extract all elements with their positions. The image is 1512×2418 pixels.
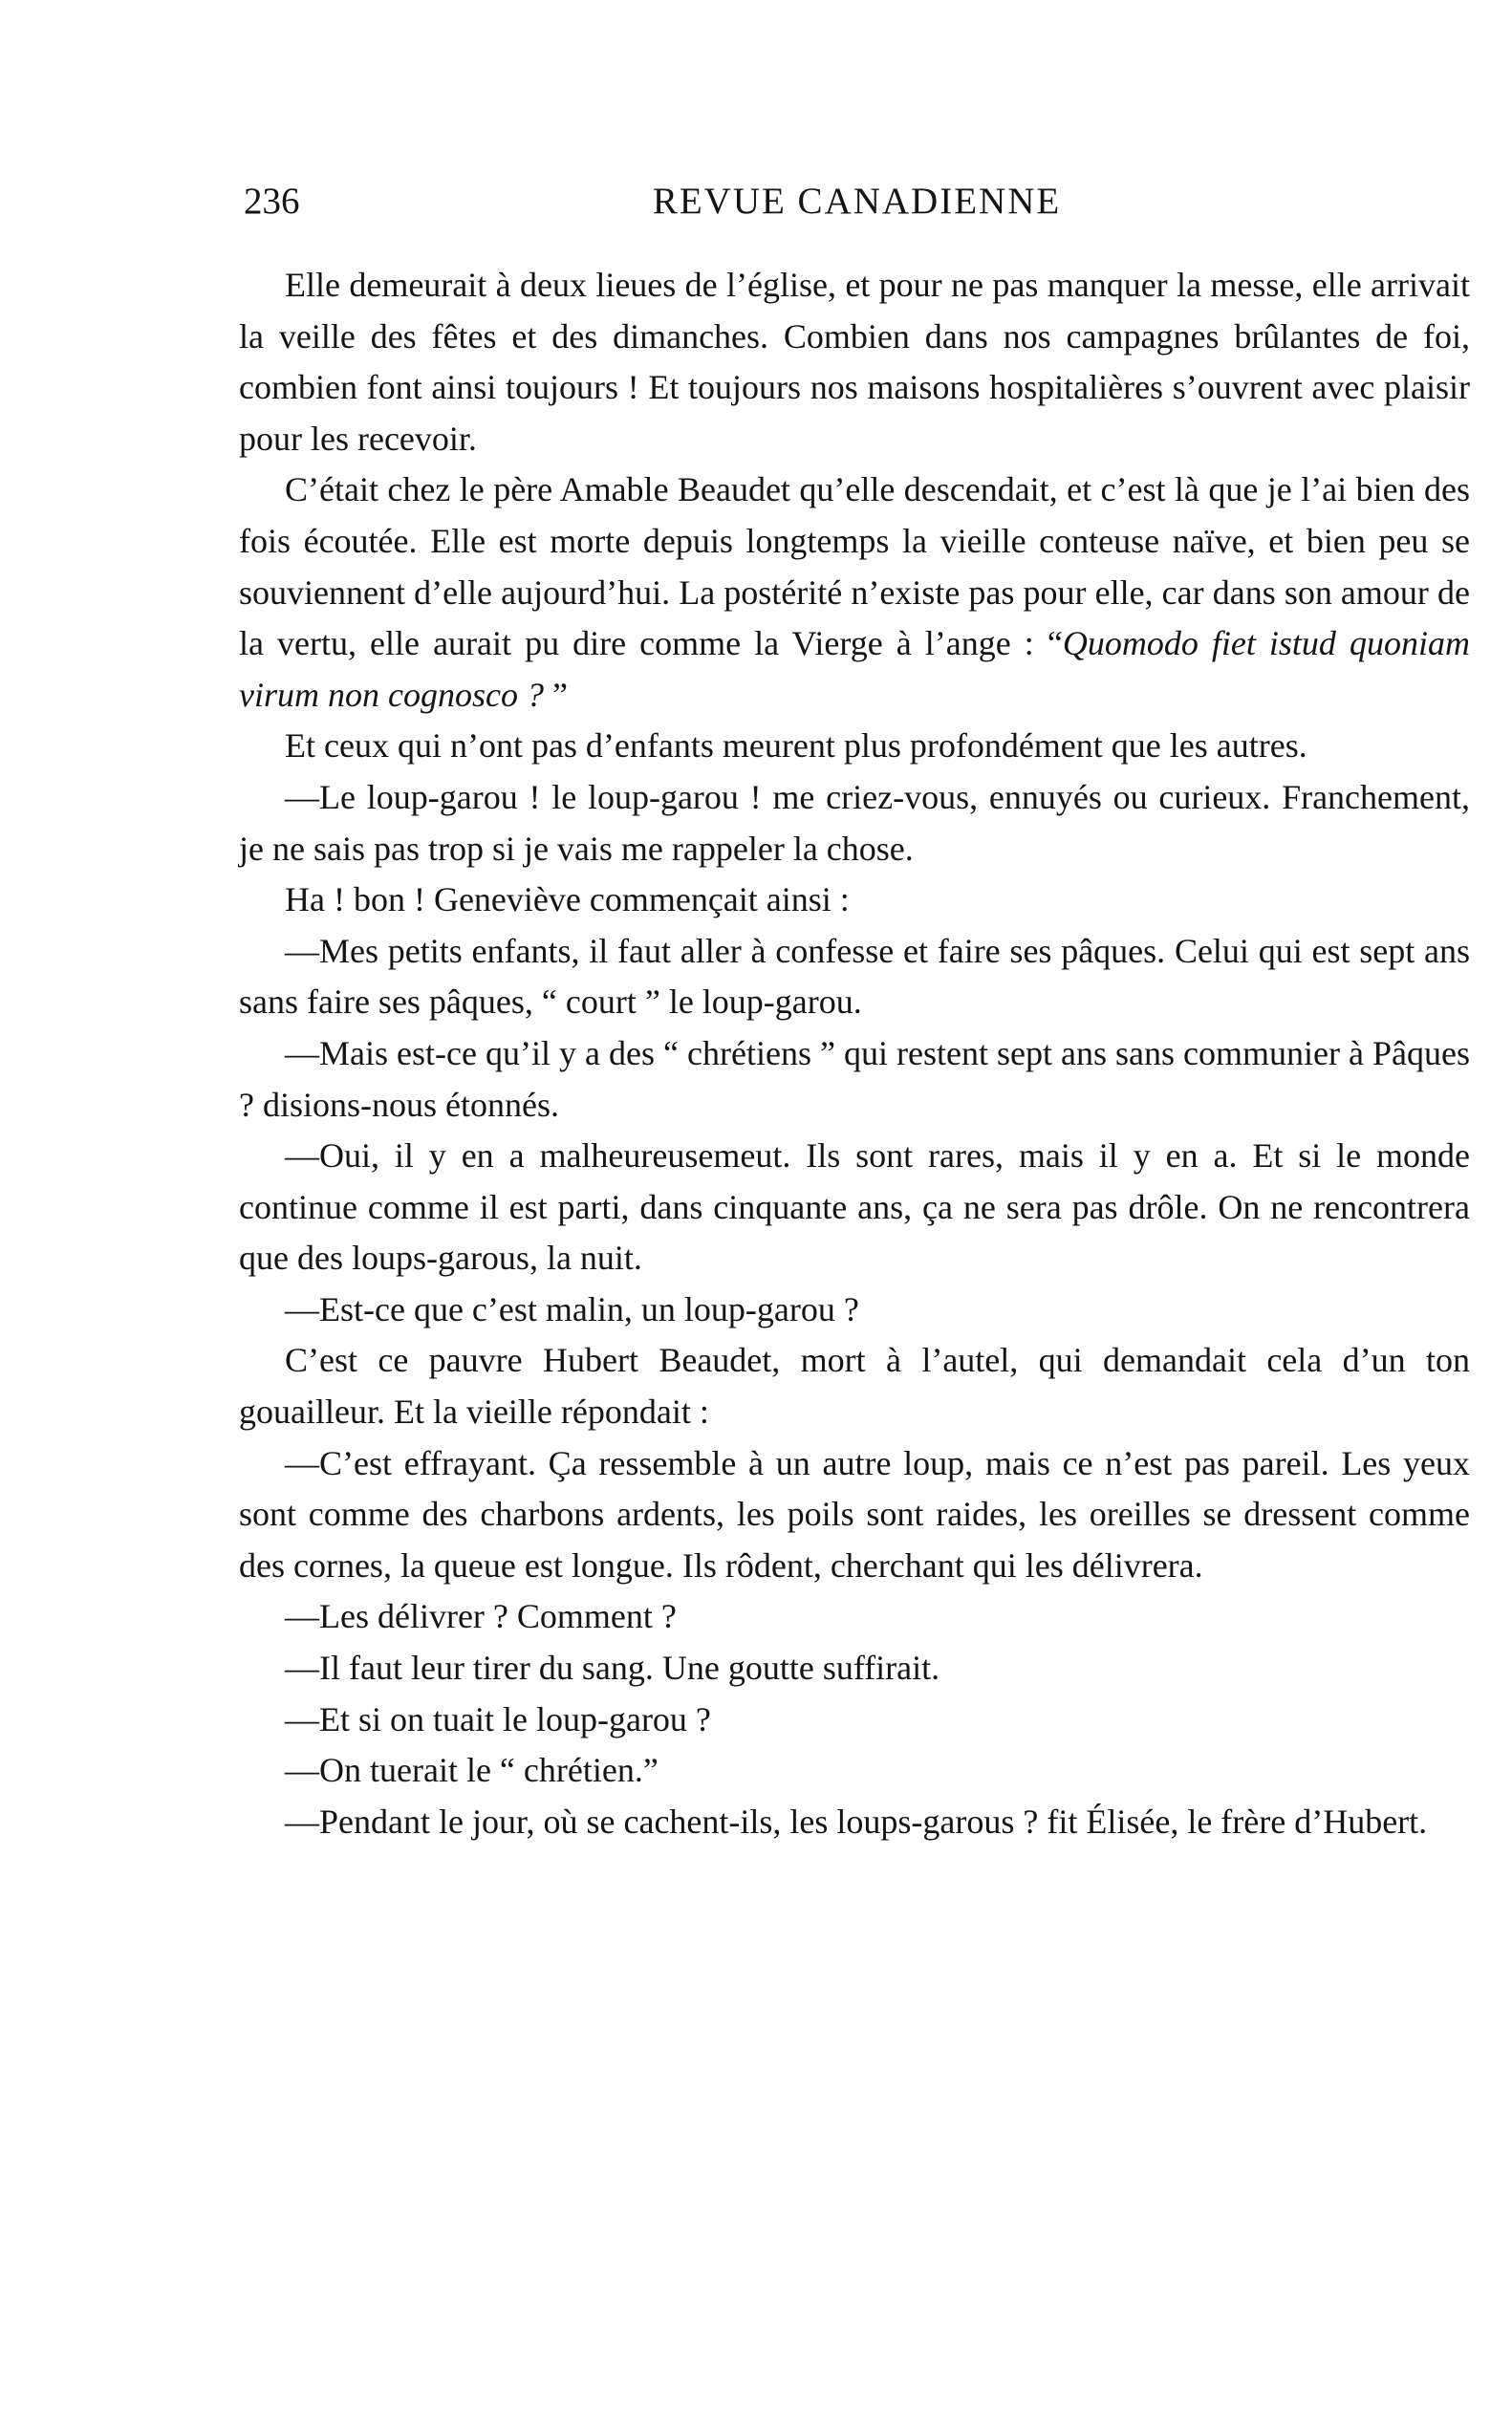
paragraph: —Mes petits enfants, il faut aller à confesse et faire ses pâques. Celui qui est sept ans sans faire ses pâques, “ court ” le loup-garou. (239, 931, 1470, 1022)
paragraph: —Est-ce que c’est malin, un loup-garou ? (285, 1289, 859, 1328)
page-number: 236 (244, 181, 300, 222)
running-title: REVUE CANADIENNE (652, 181, 1062, 222)
paragraph: Ha ! bon ! Geneviève commençait ainsi : (285, 880, 850, 919)
paragraph: —Le loup-garou ! le loup-garou ! me criez-vous, ennuyés ou curieux. Franchement, je ne sais pas trop si je vais me rappeler la chose. (239, 777, 1470, 868)
body-text (239, 260, 1470, 1847)
paragraph: —Pendant le jour, où se cachent-ils, les loups-garous ? fit Élisée, le frère d’Hubert. (285, 1802, 1428, 1841)
paragraph: —Il faut leur tirer du sang. Une goutte suffirait. (285, 1649, 940, 1688)
paragraph: —Oui, il y en a malheureusemeut. Ils sont rares, mais il y en a. Et si le monde continue comme il est parti, dans cinquante ans, ça ne sera pas drôle. On ne rencontrera que des loups-garous, la nuit. (239, 1136, 1470, 1278)
paragraph: Elle demeurait à deux lieues de l’église, et pour ne pas manquer la messe, elle arrivait la veille des fêtes et des dimanches. Combien dans nos campagnes brûlantes de foi, combien font ainsi toujours ! Et toujours nos maisons hospitalières s’ouvrent avec plaisir pour les recevoir. (239, 266, 1470, 458)
latin-quotation: Quomodo fiet istud quoniam virum non cognosco ? (239, 624, 1470, 714)
paragraph: —Mais est-ce qu’il y a des “ chrétiens ” qui restent sept ans sans communier à Pâques ? disions-nous étonnés. (239, 1033, 1470, 1124)
paragraph: —Les délivrer ? Comment ? (285, 1597, 677, 1636)
paragraph: Et ceux qui n’ont pas d’enfants meurent plus profondément que les autres. (285, 726, 1307, 766)
paragraph: —Et si on tuait le loup-garou ? (285, 1699, 711, 1738)
paragraph: —On tuerait le “ chrétien.” (285, 1751, 659, 1790)
paragraph: C’est ce pauvre Hubert Beaudet, mort à l’autel, qui demandait cela d’un ton gouailleur. Et la vieille répondait : (239, 1341, 1470, 1432)
page-header (244, 180, 1470, 227)
paragraph: C’était chez le père Amable Beaudet qu’elle descendait, et c’est là que je l’ai bien des fois écoutée. Elle est morte depuis longtemps la vieille conteuse naïve, et bien peu se souviennent d’elle aujourd’hui. La postérité n’existe pas pour elle, car dans son amour de la vertu, elle aurait pu dire comme la Vierge à l’ange : “Quomodo fiet istud quoniam virum non cognosco ? ” (239, 470, 1470, 714)
paragraph: —C’est effrayant. Ça ressemble à un autre loup, mais ce n’est pas pareil. Les yeux sont comme des charbons ardents, les poils sont raides, les oreilles se dressent comme des cornes, la queue est longue. Ils rôdent, cherchant qui les délivrera. (239, 1443, 1470, 1585)
